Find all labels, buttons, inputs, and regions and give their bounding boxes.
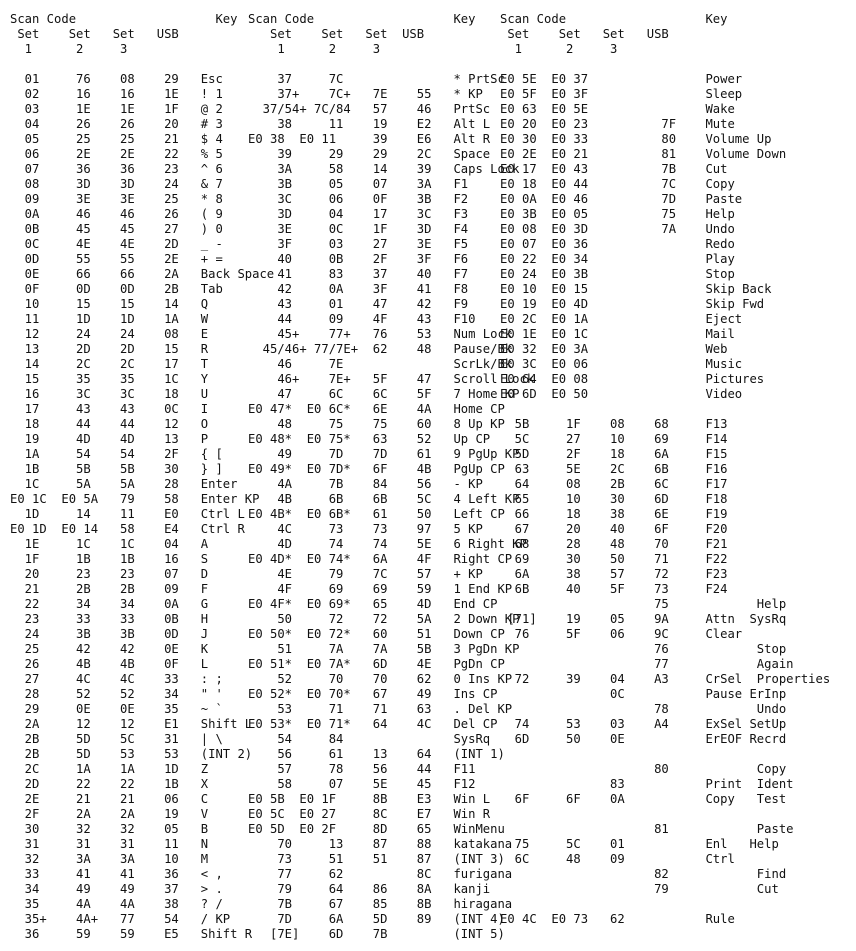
table-row: 4D 74 74 5E 6 Right KP — [248, 537, 527, 551]
table-row: 0A 46 46 26 ( 9 — [10, 207, 223, 221]
table-row: 18 44 44 12 O — [10, 417, 209, 431]
table-row: 45/46+ 77/7E+ 62 48 Pause/Bk — [248, 342, 513, 356]
table-row: E0 24 E0 3B Stop — [500, 267, 735, 281]
table-row: 79 Cut — [500, 882, 779, 896]
table-row: 06 2E 2E 22 % 5 — [10, 147, 223, 161]
table-row: 70 13 87 88 katakana — [248, 837, 513, 851]
table-row: 30 32 32 05 B — [10, 822, 209, 836]
table-row: 23 33 33 0B H — [10, 612, 209, 626]
table-row: 1A 54 54 2F { [ — [10, 447, 223, 461]
table-row: 07 36 36 23 ^ 6 — [10, 162, 223, 176]
table-row: 1D 14 11 E0 Ctrl L — [10, 507, 245, 521]
column-3 — [500, 12, 830, 942]
table-row: 5B 1F 08 68 F13 — [500, 417, 728, 431]
table-row: 81 Paste — [500, 822, 794, 836]
table-row: 56 61 13 64 (INT 1) — [248, 747, 505, 761]
table-row: 39 29 29 2C Space — [248, 147, 491, 161]
table-row: 4E 79 7C 57 + KP — [248, 567, 483, 581]
table-row: 17 43 43 0C I — [10, 402, 209, 416]
table-row: 12 24 24 08 E — [10, 327, 209, 341]
table-row: E0 5F E0 3F Sleep — [500, 87, 743, 101]
table-row: 6C 48 09 Ctrl — [500, 852, 735, 866]
table-row: 7B 67 85 8B hiragana — [248, 897, 513, 911]
table-row: E0 20 E0 23 7F Mute — [500, 117, 735, 131]
table-row: 35 4A 4A 38 ? / — [10, 897, 223, 911]
table-row: 77 Again — [500, 657, 794, 671]
table-row: 1F 1B 1B 16 S — [10, 552, 209, 566]
table-row: 11 1D 1D 1A W — [10, 312, 209, 326]
column-1 — [10, 12, 274, 942]
table-row: E0 10 E0 15 Skip Back — [500, 282, 772, 296]
table-row: 04 26 26 20 # 3 — [10, 117, 223, 131]
table-row: 0D 55 55 2E + = — [10, 252, 223, 266]
table-row: E0 63 E0 5E Wake — [500, 102, 735, 116]
table-row: 03 1E 1E 1F @ 2 — [10, 102, 223, 116]
table-row: E0 5B E0 1F 8B E3 Win L — [248, 792, 491, 806]
table-row: 20 23 23 07 D — [10, 567, 209, 581]
table-row: 33 41 41 36 < , — [10, 867, 223, 881]
table-row: 1C 5A 5A 28 Enter — [10, 477, 238, 491]
table-row: 3C 06 0F 3B F2 — [248, 192, 469, 206]
column-2 — [248, 12, 534, 942]
table-row — [248, 57, 534, 72]
table-row: E0 4F* E0 69* 65 4D End CP — [248, 597, 498, 611]
table-row: 69 30 50 71 F22 — [500, 552, 728, 566]
table-row: 76 Stop — [500, 642, 787, 656]
table-row: 29 0E 0E 35 ~ ` — [10, 702, 223, 716]
table-row: E0 4B* E0 6B* 61 50 Left CP — [248, 507, 505, 521]
table-row: 26 4B 4B 0F L — [10, 657, 209, 671]
table-row: 36 59 59 E5 Shift R — [10, 927, 253, 941]
table-row: E0 64 E0 08 Pictures — [500, 372, 765, 386]
table-row: 68 28 48 70 F21 — [500, 537, 728, 551]
table-row: 27 4C 4C 33 : ; — [10, 672, 223, 686]
table-row: 74 53 03 A4 ExSel SetUp — [500, 717, 787, 731]
table-row: E0 08 E0 3D 7A Undo — [500, 222, 735, 236]
table-row: E0 5E E0 37 Power — [500, 72, 743, 86]
table-row: 14 2C 2C 17 T — [10, 357, 209, 371]
table-row: 2B 5D 53 53 (INT 2) — [10, 747, 253, 761]
table-row: E0 1E E0 1C Mail — [500, 327, 735, 341]
table-row: E0 1D E0 14 58 E4 Ctrl R — [10, 522, 245, 536]
table-row: 05 25 25 21 $ 4 — [10, 132, 223, 146]
table-row: 46+ 7E+ 5F 47 Scroll Lock — [248, 372, 535, 386]
table-row: E0 30 E0 33 80 Volume Up — [500, 132, 772, 146]
table-row: E0 5C E0 27 8C E7 Win R — [248, 807, 491, 821]
table-row: E0 17 E0 43 7B Cut — [500, 162, 728, 176]
table-row: E0 4D* E0 74* 6A 4F Right CP — [248, 552, 513, 566]
table-row: 37+ 7C+ 7E 55 * KP — [248, 87, 483, 101]
table-row — [500, 402, 830, 417]
table-row: E0 51* E0 7A* 6D 4E PgDn CP — [248, 657, 505, 671]
table-row: [7E] 6D 7B (INT 5) — [248, 927, 505, 941]
table-row: 41 83 37 40 F7 — [248, 267, 469, 281]
header-line: Scan Code Key — [248, 12, 476, 26]
table-row: 64 08 2B 6C F17 — [500, 477, 728, 491]
table-row: E0 52* E0 70* 67 49 Ins CP — [248, 687, 498, 701]
header-line: Scan Code Key — [500, 12, 728, 26]
table-row — [500, 927, 830, 942]
table-row: E0 4C E0 73 62 Rule — [500, 912, 735, 926]
table-row: 19 4D 4D 13 P — [10, 432, 209, 446]
table-row: E0 48* E0 75* 63 52 Up CP — [248, 432, 491, 446]
table-row: E0 50* E0 72* 60 51 Down CP — [248, 627, 505, 641]
table-row: 10 15 15 14 Q — [10, 297, 209, 311]
table-row — [500, 807, 830, 822]
table-row: 6A 38 57 72 F23 — [500, 567, 728, 581]
table-row: 08 3D 3D 24 & 7 — [10, 177, 223, 191]
table-row: E0 19 E0 4D Skip Fwd — [500, 297, 765, 311]
table-row: 2E 21 21 06 C — [10, 792, 209, 806]
table-row — [500, 747, 830, 762]
table-row: 65 10 30 6D F18 — [500, 492, 728, 506]
table-row: 66 18 38 6E F19 — [500, 507, 728, 521]
table-row — [10, 57, 274, 72]
table-row: 2C 1A 1A 1D Z — [10, 762, 209, 776]
header-line: Set Set Set USB — [248, 27, 425, 41]
table-row: 5D 2F 18 6A F15 — [500, 447, 728, 461]
header-line: Set Set Set USB — [10, 27, 179, 41]
table-row: 82 Find — [500, 867, 787, 881]
table-row: 63 5E 2C 6B F16 — [500, 462, 728, 476]
table-row: 2F 2A 2A 19 V — [10, 807, 209, 821]
table-row: 4B 6B 6B 5C 4 Left KP — [248, 492, 520, 506]
table-row: 67 20 40 6F F20 — [500, 522, 728, 536]
table-row: 37/54+ 7C/84 57 46 PrtSc — [248, 102, 491, 116]
table-row: 6B 40 5F 73 F24 — [500, 582, 728, 596]
table-row: 75 Help — [500, 597, 787, 611]
table-row: 79 64 86 8A kanji — [248, 882, 491, 896]
table-row: 48 75 75 60 8 Up KP — [248, 417, 505, 431]
table-row: 4C 73 73 97 5 KP — [248, 522, 483, 536]
table-row: 50 72 72 5A 2 Down KP — [248, 612, 520, 626]
table-row: 4A 7B 84 56 - KP — [248, 477, 483, 491]
table-row: 2D 22 22 1B X — [10, 777, 209, 791]
table-row: 73 51 51 87 (INT 3) — [248, 852, 505, 866]
table-row: 13 2D 2D 15 R — [10, 342, 209, 356]
table-row: 77 62 8C furigana — [248, 867, 513, 881]
table-row: 1B 5B 5B 30 } ] — [10, 462, 223, 476]
header-line: Scan Code Key — [10, 12, 238, 26]
table-row: 51 7A 7A 5B 3 PgDn KP — [248, 642, 520, 656]
table-row: 49 7D 7D 61 9 PgUp KP — [248, 447, 520, 461]
table-row: 28 52 52 34 " ' — [10, 687, 223, 701]
table-row: 3A 58 14 39 Caps Lock — [248, 162, 520, 176]
table-row: 3B 05 07 3A F1 — [248, 177, 469, 191]
table-row: 7D 6A 5D 89 (INT 4) — [248, 912, 505, 926]
table-row — [500, 57, 830, 72]
table-row: 32 3A 3A 10 M — [10, 852, 209, 866]
table-row: E0 5D E0 2F 8D 65 WinMenu — [248, 822, 505, 836]
table-row: 16 3C 3C 18 U — [10, 387, 209, 401]
table-row: 15 35 35 1C Y — [10, 372, 209, 386]
table-row: 6F 6F 0A Copy Test — [500, 792, 787, 806]
table-row: 35+ 4A+ 77 54 / KP — [10, 912, 231, 926]
table-row: 75 5C 01 Enl Help — [500, 837, 779, 851]
table-row: 0E 66 66 2A Back Space — [10, 267, 275, 281]
header-line: Set Set Set USB — [500, 27, 669, 41]
table-row: E0 49* E0 7D* 6F 4B PgUp CP — [248, 462, 505, 476]
table-row: 42 0A 3F 41 F8 — [248, 282, 469, 296]
table-row: 3F 03 27 3E F5 — [248, 237, 469, 251]
table-row: 0B 45 45 27 ) 0 — [10, 222, 223, 236]
table-row: 6D 50 0E ErEOF Recrd — [500, 732, 787, 746]
table-row: E0 38 E0 11 39 E6 Alt R — [248, 132, 491, 146]
table-row: 22 34 34 0A G — [10, 597, 209, 611]
table-row: 53 71 71 63 . Del KP — [248, 702, 513, 716]
table-row: 25 42 42 0E K — [10, 642, 209, 656]
table-row: 47 6C 6C 5F 7 Home KP — [248, 387, 520, 401]
table-row: 5C 27 10 69 F14 — [500, 432, 728, 446]
table-row: E0 1C E0 5A 79 58 Enter KP — [10, 492, 260, 506]
table-row: 83 Print Ident — [500, 777, 794, 791]
table-row: 0C 4E 4E 2D _ - — [10, 237, 223, 251]
table-row: 2B 5D 5C 31 | \ — [10, 732, 223, 746]
table-row: 40 0B 2F 3F F6 — [248, 252, 469, 266]
table-row: 01 76 08 29 Esc — [10, 72, 223, 86]
table-row: E0 0A E0 46 7D Paste — [500, 192, 743, 206]
table-row: E0 07 E0 36 Redo — [500, 237, 735, 251]
table-row: E0 3B E0 05 75 Help — [500, 207, 735, 221]
table-row: 31 31 31 11 N — [10, 837, 209, 851]
table-row: E0 32 E0 3A Web — [500, 342, 728, 356]
table-row: [71] 19 05 9A Attn SysRq — [500, 612, 787, 626]
table-row: E0 18 E0 44 7C Copy — [500, 177, 735, 191]
table-row: 21 2B 2B 09 F — [10, 582, 209, 596]
table-row: 0C Pause ErInp — [500, 687, 787, 701]
table-row: 4F 69 69 59 1 End KP — [248, 582, 513, 596]
table-row: 46 7E ScrLk/Bk — [248, 357, 513, 371]
table-row: 44 09 4F 43 F10 — [248, 312, 476, 326]
table-row: E0 2E E0 21 81 Volume Down — [500, 147, 787, 161]
table-row: 80 Copy — [500, 762, 787, 776]
table-row: 76 5F 06 9C Clear — [500, 627, 743, 641]
table-row: 38 11 19 E2 Alt L — [248, 117, 491, 131]
table-row: 43 01 47 42 F9 — [248, 297, 469, 311]
table-row: E0 3C E0 06 Music — [500, 357, 743, 371]
table-row: E0 2C E0 1A Eject — [500, 312, 743, 326]
header-line: 1 2 3 — [500, 42, 618, 56]
table-row: 58 07 5E 45 F12 — [248, 777, 476, 791]
header-line: 1 2 3 — [10, 42, 128, 56]
table-row: 09 3E 3E 25 * 8 — [10, 192, 223, 206]
header-line: 1 2 3 — [248, 42, 381, 56]
table-row: 2A 12 12 E1 Shift L — [10, 717, 253, 731]
table-row: 34 49 49 37 > . — [10, 882, 223, 896]
table-row: 24 3B 3B 0D J — [10, 627, 209, 641]
table-row: E0 6D E0 50 Video — [500, 387, 743, 401]
table-row: 54 84 SysRq — [248, 732, 491, 746]
table-row: 02 16 16 1E ! 1 — [10, 87, 223, 101]
table-row: 78 Undo — [500, 702, 787, 716]
table-row: 3E 0C 1F 3D F4 — [248, 222, 469, 236]
table-row: 57 78 56 44 F11 — [248, 762, 476, 776]
table-row: E0 22 E0 34 Play — [500, 252, 735, 266]
table-row: E0 53* E0 71* 64 4C Del CP — [248, 717, 498, 731]
table-row: 3D 04 17 3C F3 — [248, 207, 469, 221]
table-row: 0F 0D 0D 2B Tab — [10, 282, 223, 296]
table-row — [500, 897, 830, 912]
table-row: 37 7C * PrtSc — [248, 72, 505, 86]
table-row: 52 70 70 62 0 Ins KP — [248, 672, 513, 686]
table-row: 45+ 77+ 76 53 Num Lock — [248, 327, 513, 341]
table-row: 72 39 04 A3 CrSel Properties — [500, 672, 831, 686]
table-row: E0 47* E0 6C* 6E 4A Home CP — [248, 402, 505, 416]
table-row: 1E 1C 1C 04 A — [10, 537, 209, 551]
